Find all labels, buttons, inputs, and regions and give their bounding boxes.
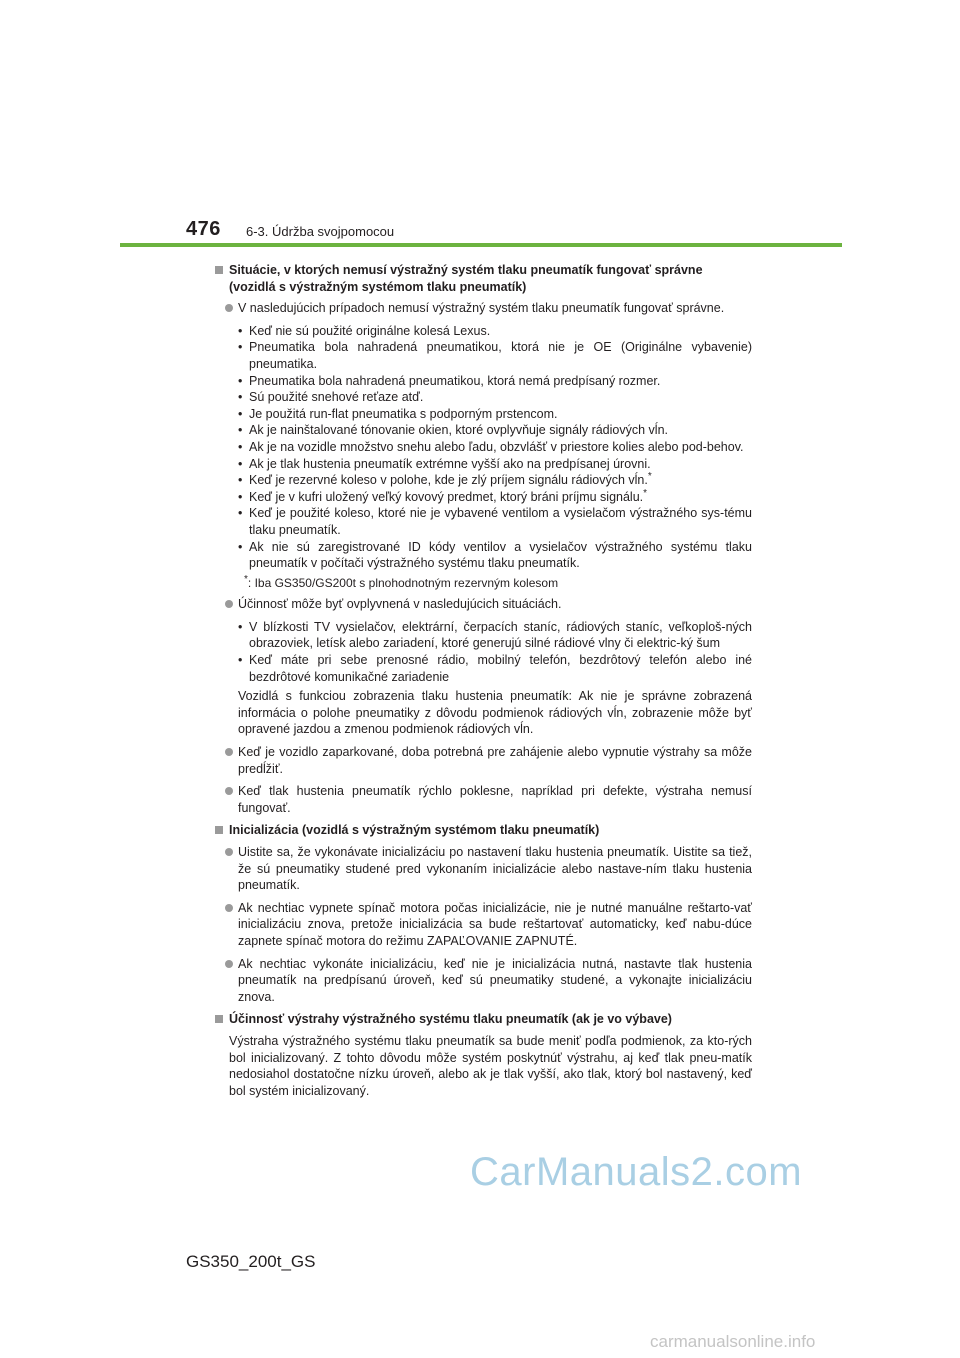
paragraph-text: Ak nechtiac vypnete spínač motora počas inicializácie, nie je nutné manuálne reštarto-vať inicializáciu znova, pretože inicializácia sa bude reštartovať automaticky, keď nabu-dúce zapnete spínač motora do režimu ZAPAĽOVANIE ZAPNUTÉ.: [238, 900, 752, 948]
list-item: • Ak je na vozidle množstvo snehu alebo ľadu, obzvlášť v priestore kolies alebo pod-behov.: [238, 439, 752, 456]
heading-text: Inicializácia (vozidlá s výstražným systémom tlaku pneumatík): [229, 823, 600, 838]
paragraph-init-cold-tires: [214, 844, 752, 894]
list-item: • V blízkosti TV vysielačov, elektrární, čerpacích staníc, rádiových staníc, veľkoploš-ných obrazoviek, letísk alebo zariadení, ktoré generujú silné rádiové vlny či elektric-ký šum: [238, 619, 752, 652]
list-item: • Ak nie sú zaregistrované ID kódy ventilov a vysielačov výstražného systému tlaku pneumatík v počítači výstražného systému tlaku pneumatík.: [238, 539, 752, 572]
list-item: • Keď máte pri sebe prenosné rádio, mobilný telefón, bezdrôtový telefón alebo iné bezdrôtové komunikačné zariadenie: [238, 652, 752, 685]
circle-bullet-icon: [225, 748, 233, 756]
effectiveness-list: [214, 619, 752, 685]
list-item: • Keď je rezervné koleso v polohe, kde je zlý príjem signálu rádiových vĺn.*: [238, 472, 752, 489]
list-item: • Keď je použité koleso, ktoré nie je vybavené ventilom a vysielačom výstražného sys-tému tlaku pneumatík.: [238, 505, 752, 538]
paragraph-parked: [214, 744, 752, 777]
footnote-marker: *: [647, 471, 652, 483]
list-item: • Ak je tlak hustenia pneumatík extrémne vyšší ako na predpísanej úrovni.: [238, 456, 752, 473]
paragraph-text: V nasledujúcich prípadoch nemusí výstražný systém tlaku pneumatík fungovať správne.: [238, 301, 725, 316]
section-heading-situations: [214, 262, 752, 295]
section-title: 6-3. Údržba svojpomocou: [246, 224, 395, 239]
footnote-marker: *: [244, 573, 248, 585]
circle-bullet-icon: [225, 600, 233, 608]
paragraph-text: Účinnosť môže byť ovplyvnená v nasledujúcich situáciách.: [238, 597, 562, 612]
section-heading-initialization: [214, 822, 752, 839]
model-code: GS350_200t_GS: [186, 1252, 316, 1271]
paragraph-text: Keď je vozidlo zaparkované, doba potrebná pre zahájenie alebo vypnutie výstrahy sa môže predĺžiť.: [238, 745, 752, 776]
circle-bullet-icon: [225, 960, 233, 968]
warning-performance-text: Výstraha výstražného systému tlaku pneumatík sa bude meniť podľa podmienok, za kto-rých bol inicializovaný. Z tohto dôvodu môže systém poskytnúť výstrahu, aj keď tlak pneu-matík nedosiahol dostatočne nízku úroveň, alebo ak je tlak vyšší, ako tlak, ktorý bol nastavený, keď bol systém inicializovaný.: [229, 1033, 752, 1098]
paragraph-effectiveness: [214, 596, 752, 613]
circle-bullet-icon: [225, 904, 233, 912]
paragraph-text: Keď tlak hustenia pneumatík rýchlo poklesne, napríklad pri defekte, výstraha nemusí fungovať.: [238, 784, 752, 815]
circle-bullet-icon: [225, 848, 233, 856]
footnote-marker: *: [643, 487, 648, 499]
header-divider: [120, 243, 842, 247]
pressure-display-note: Vozidlá s funkciou zobrazenia tlaku hustenia pneumatík: Ak nie je správne zobrazená informácia o polohe pneumatiky z dôvodu podmienok rádiových vĺn, zobrazenie môže byť opravené jazdou a zmenou podmienok rádiových vĺn.: [238, 689, 752, 737]
list-item: • Keď nie sú použité originálne kolesá Lexus.: [238, 323, 752, 340]
circle-bullet-icon: [225, 304, 233, 312]
page-number: 476: [186, 218, 221, 240]
list-item: • Je použitá run-flat pneumatika s podporným prstencom.: [238, 406, 752, 423]
paragraph-text: Uistite sa, že vykonávate inicializáciu po nastavení tlaku hustenia pneumatík. Uistite sa tiež, že sú pneumatiky studené pred vykonaním inicializácie alebo nastave-ním tlaku hustenia pneumatík.: [238, 845, 752, 893]
footnote-text: : Iba GS350/GS200t s plnohodnotným rezervným kolesom: [247, 575, 559, 590]
watermark-logo: CarManuals2.com: [470, 1150, 803, 1194]
paragraph-init-unnecessary: [214, 956, 752, 1006]
square-bullet-icon: [215, 826, 223, 834]
list-item: • Sú použité snehové reťaze atď.: [238, 389, 752, 406]
circle-bullet-icon: [225, 787, 233, 795]
section-heading-warning-performance: [214, 1011, 752, 1028]
list-item: • Pneumatika bola nahradená pneumatikou, ktorá nie je OE (Originálne vybavenie) pneumatika.: [238, 339, 752, 372]
main-content: [214, 256, 752, 1099]
paragraph-init-restart: [214, 900, 752, 950]
malfunction-case-list: [214, 323, 752, 572]
page-header: [0, 0, 960, 250]
footnote: [214, 575, 752, 592]
list-item: • Pneumatika bola nahradená pneumatikou, ktorá nemá predpísaný rozmer.: [238, 373, 752, 390]
heading-text: Účinnosť výstrahy výstražného systému tlaku pneumatík (ak je vo výbave): [229, 1012, 672, 1027]
paragraph-text: Ak nechtiac vykonáte inicializáciu, keď nie je inicializácia nutná, nastavte tlak hustenia pneumatík na predpísanú úroveň, keď sú pneumatiky studené, a vykonajte inicializáciu znova.: [238, 956, 752, 1004]
heading-text: Situácie, v ktorých nemusí výstražný systém tlaku pneumatík fungovať správne (vozidlá s výstražným systémom tlaku pneumatík): [229, 263, 703, 294]
list-item: • Keď je v kufri uložený veľký kovový predmet, ktorý bráni príjmu signálu.*: [238, 489, 752, 506]
paragraph-malfunction-cases: [214, 300, 752, 317]
site-watermark: carmanualsonline.info: [650, 1332, 816, 1351]
list-item: • Ak je nainštalované tónovanie okien, ktoré ovplyvňuje signály rádiových vĺn.: [238, 422, 752, 439]
square-bullet-icon: [215, 266, 223, 274]
square-bullet-icon: [215, 1015, 223, 1023]
paragraph-rapid-drop: [214, 783, 752, 816]
